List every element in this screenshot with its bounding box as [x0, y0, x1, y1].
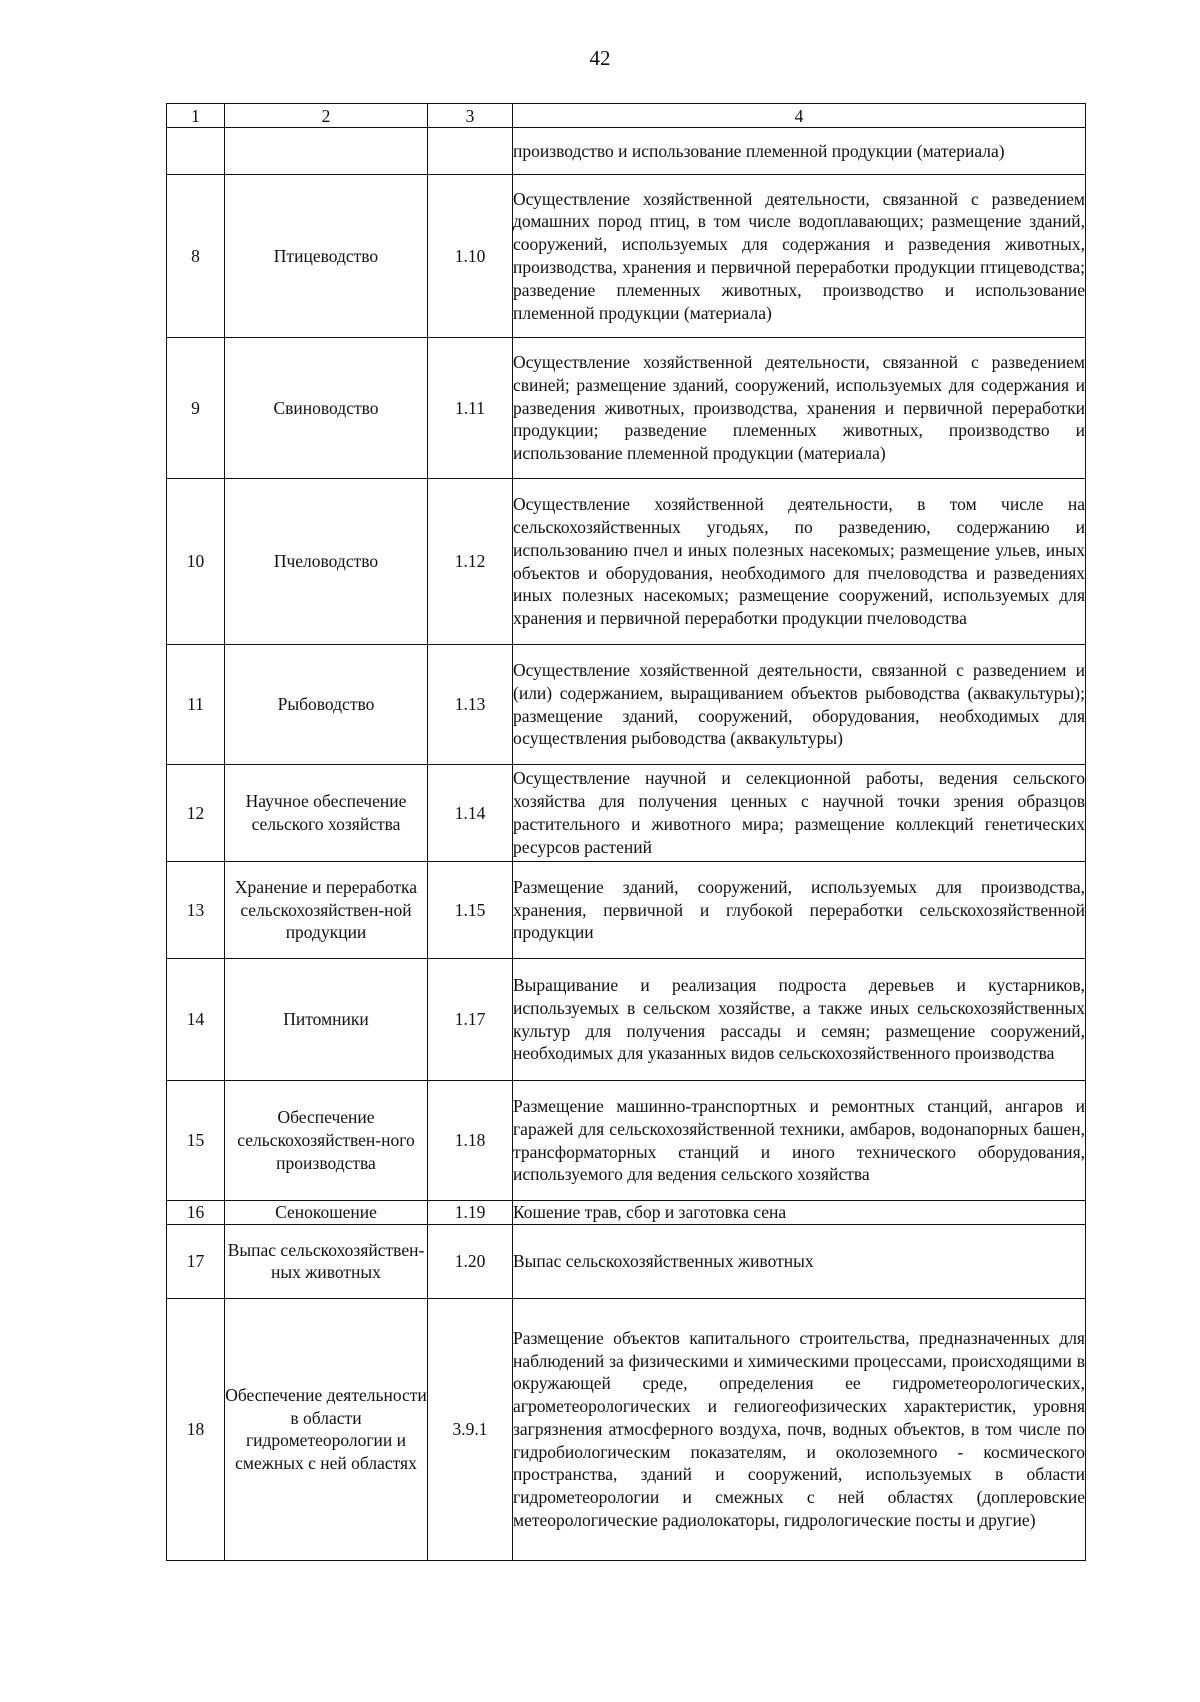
row-name: Научное обеспечение сельского хозяйства	[225, 765, 428, 862]
table-row	[167, 862, 1086, 959]
header-cell-4: 4	[513, 104, 1086, 128]
row-description: Осуществление хозяйственной деятельности, связанной с разведением свиней; размещение зданий, сооружений, используемых для содержания и разведения животных, производства, хранения и первичной переработки продукции; разведение племенных животных, производство и использование племенной продукции (материала)	[513, 338, 1086, 479]
row-description: Размещение машинно-транспортных и ремонтных станций, ангаров и гаражей для сельскохозяйственной техники, амбаров, водонапорных башен, трансформаторных станций и иного технического оборудования, используемого для ведения сельского хозяйства	[513, 1081, 1086, 1201]
page-number: 42	[589, 46, 611, 70]
row-description: Кошение трав, сбор и заготовка сена	[513, 1201, 1086, 1225]
row-code: 1.20	[428, 1224, 513, 1298]
table-row	[167, 479, 1086, 645]
row-number: 13	[167, 862, 225, 959]
row-code: 1.15	[428, 862, 513, 959]
row-code	[428, 128, 513, 175]
header-cell-2: 2	[225, 104, 428, 128]
row-name: Хранение и переработка сельскохозяйствен-ной продукции	[225, 862, 428, 959]
row-name: Рыбоводство	[225, 645, 428, 765]
table-row	[167, 128, 1086, 175]
row-number: 16	[167, 1201, 225, 1225]
row-code: 1.10	[428, 175, 513, 338]
row-code: 3.9.1	[428, 1298, 513, 1560]
row-code: 1.11	[428, 338, 513, 479]
row-number: 18	[167, 1298, 225, 1560]
row-number	[167, 128, 225, 175]
land-use-table	[166, 103, 1086, 1561]
row-code: 1.19	[428, 1201, 513, 1225]
row-name	[225, 128, 428, 175]
table-row	[167, 765, 1086, 862]
table-row	[167, 175, 1086, 338]
table-row	[167, 1081, 1086, 1201]
row-name: Птицеводство	[225, 175, 428, 338]
header-cell-3: 3	[428, 104, 513, 128]
table-row	[167, 645, 1086, 765]
row-description: Осуществление хозяйственной деятельности, в том числе на сельскохозяйственных угодьях, по разведению, содержанию и использованию пчел и иных полезных насекомых; размещение ульев, иных объектов и оборудования, необходимого для пчеловодства и разведениях иных полезных насекомых; размещение сооружений, используемых для хранения и первичной переработки продукции пчеловодства	[513, 479, 1086, 645]
table-row	[167, 959, 1086, 1081]
row-number: 17	[167, 1224, 225, 1298]
row-number: 14	[167, 959, 225, 1081]
row-number: 9	[167, 338, 225, 479]
row-name: Выпас сельскохозяйствен-ных животных	[225, 1224, 428, 1298]
table-header-row	[167, 104, 1086, 128]
row-description: Осуществление научной и селекционной работы, ведения сельского хозяйства для получения ценных с научной точки зрения образцов растительного и животного мира; размещение коллекций генетических ресурсов растений	[513, 765, 1086, 862]
row-name: Обеспечение сельскохозяйствен-ного производства	[225, 1081, 428, 1201]
row-name: Питомники	[225, 959, 428, 1081]
row-description: Осуществление хозяйственной деятельности, связанной с разведением и (или) содержанием, выращиванием объектов рыбоводства (аквакультуры); размещение зданий, сооружений, оборудования, необходимых для осуществления рыбоводства (аквакультуры)	[513, 645, 1086, 765]
row-code: 1.18	[428, 1081, 513, 1201]
row-code: 1.12	[428, 479, 513, 645]
row-description: Осуществление хозяйственной деятельности, связанной с разведением домашних пород птиц, в том числе водоплавающих; размещение зданий, сооружений, используемых для содержания и разведения животных, производства, хранения и первичной переработки продукции птицеводства; разведение племенных животных, производство и использование племенной продукции (материала)	[513, 175, 1086, 338]
table-row	[167, 1298, 1086, 1560]
row-description: Размещение объектов капитального строительства, предназначенных для наблюдений за физическими и химическими процессами, происходящими в окружающей среде, определения ее гидрометеорологических, агрометеорологических и гелиогеофизических характеристик, уровня загрязнения атмосферного воздуха, почв, водных объектов, в том числе по гидробиологическим показателям, и околоземного - космического пространства, зданий и сооружений, используемых в области гидрометеорологии и смежных с ней областях (доплеровские метеорологические радиолокаторы, гидрологические посты и другие)	[513, 1298, 1086, 1560]
table-row	[167, 1224, 1086, 1298]
row-name: Свиноводство	[225, 338, 428, 479]
row-number: 12	[167, 765, 225, 862]
row-name: Обеспечение деятельности в области гидрометеорологии и смежных с ней областях	[225, 1298, 428, 1560]
table-row	[167, 338, 1086, 479]
row-number: 11	[167, 645, 225, 765]
row-code: 1.13	[428, 645, 513, 765]
row-name: Пчеловодство	[225, 479, 428, 645]
row-number: 10	[167, 479, 225, 645]
table-row	[167, 1201, 1086, 1225]
header-cell-1: 1	[167, 104, 225, 128]
row-number: 15	[167, 1081, 225, 1201]
row-description: Выращивание и реализация подроста деревьев и кустарников, используемых в сельском хозяйстве, а также иных сельскохозяйственных культур для получения рассады и семян; размещение сооружений, необходимых для указанных видов сельскохозяйственного производства	[513, 959, 1086, 1081]
row-name: Сенокошение	[225, 1201, 428, 1225]
row-description: производство и использование племенной продукции (материала)	[513, 128, 1086, 175]
row-code: 1.14	[428, 765, 513, 862]
row-description: Размещение зданий, сооружений, используемых для производства, хранения, первичной и глубокой переработки сельскохозяйственной продукции	[513, 862, 1086, 959]
row-code: 1.17	[428, 959, 513, 1081]
row-description: Выпас сельскохозяйственных животных	[513, 1224, 1086, 1298]
row-number: 8	[167, 175, 225, 338]
